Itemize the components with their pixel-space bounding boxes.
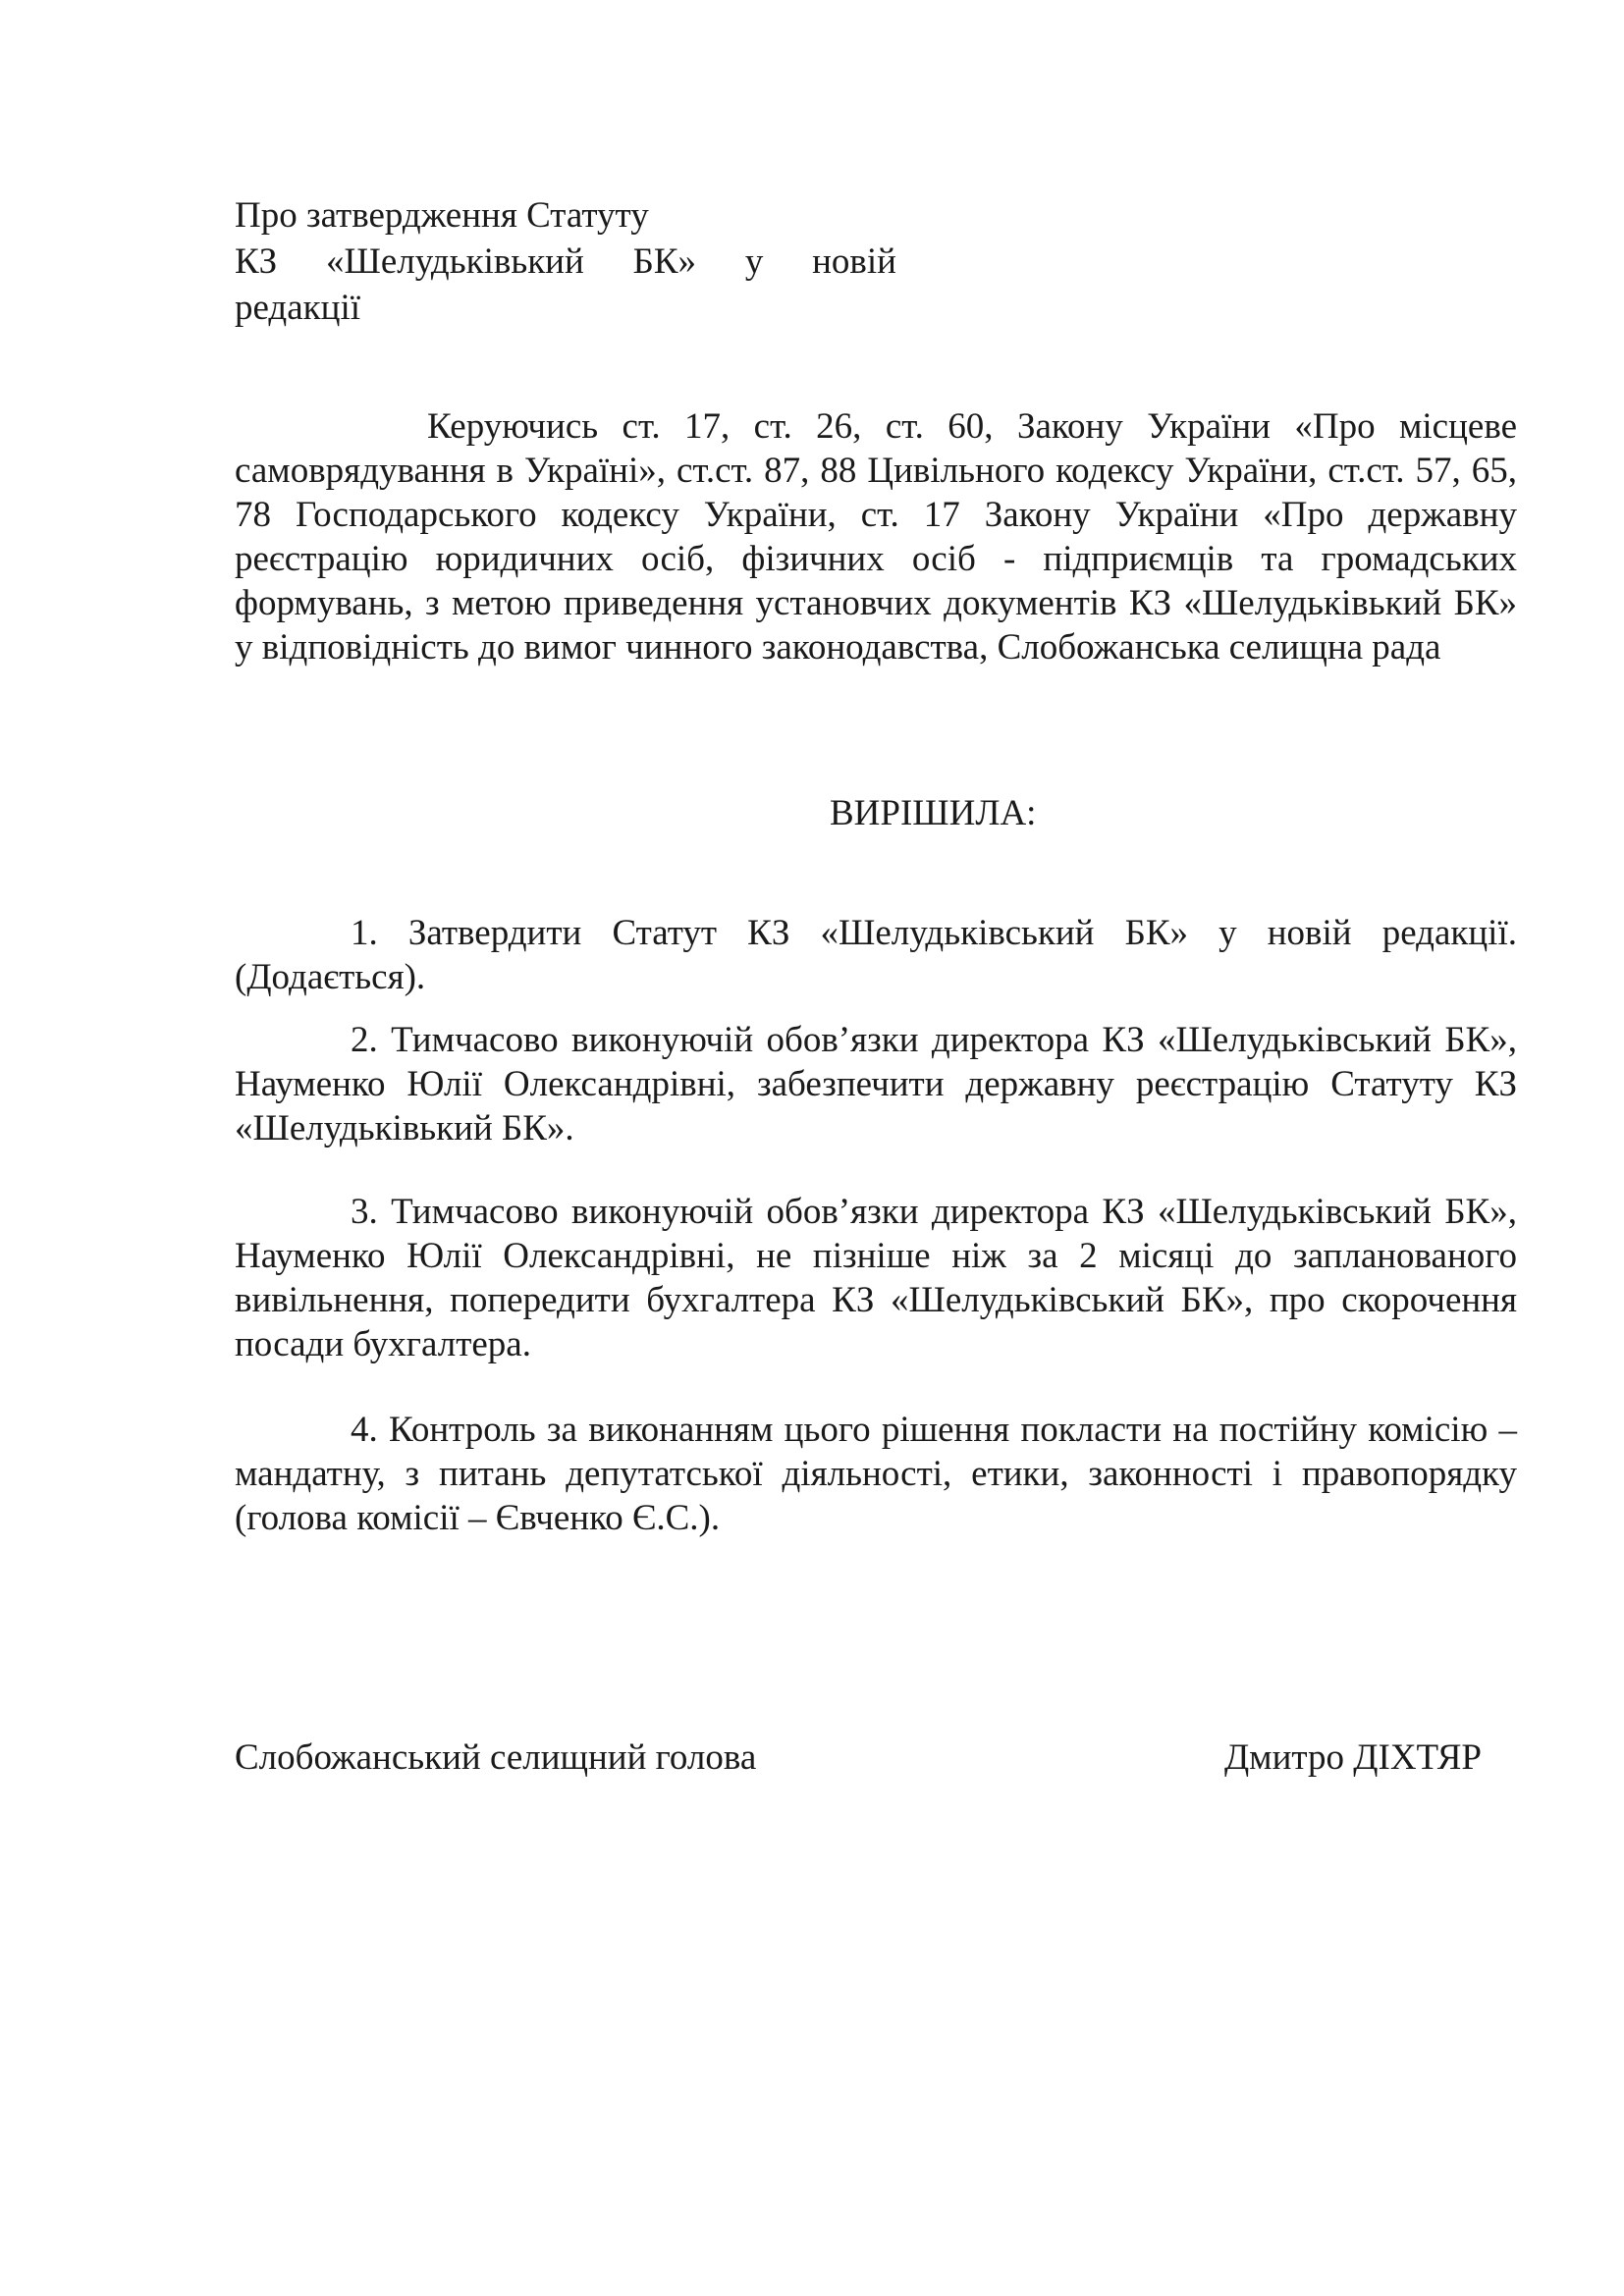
title-word: КЗ	[235, 241, 278, 282]
decision-item-2: 2. Тимчасово виконуючій обов’язки директора КЗ «Шелудьківський БК», Науменко Юлії Олександрівні, забезпечити державну реєстрацію Статуту КЗ «Шелудьківький БК».	[235, 1020, 1517, 1148]
decided-heading: ВИРІШИЛА:	[830, 793, 1037, 833]
title-word: у	[744, 241, 764, 282]
title-word: новій	[812, 241, 896, 282]
title-line-3: редакції	[235, 288, 361, 328]
signature-block	[235, 1735, 1482, 1780]
title-line-2	[235, 239, 896, 285]
decision-item-3: 3. Тимчасово виконуючій обов’язки директора КЗ «Шелудьківський БК», Науменко Юлії Олександрівні, не пізніше ніж за 2 місяці до запланованого вивільнення, попередити бухгалтера КЗ «Шелудьківський БК», про скорочення посади бухгалтера.	[235, 1192, 1517, 1364]
preamble-paragraph: Керуючись ст. 17, ст. 26, ст. 60, Закону України «Про місцеве самоврядування в Україні», ст.ст. 87, 88 Цивільного кодексу України, ст.ст. 57, 65, 78 Господарського кодексу України, ст. 17 Закону України «Про державну реєстрацію юридичних осіб, фізичних осіб - підприємців та громадських формувань, з метою приведення установчих документів КЗ «Шелудьківький БК» у відповідність до вимог чинного законодавства, Слобожанська селищна рада	[235, 406, 1517, 667]
signatory-position: Слобожанський селищний голова	[235, 1737, 757, 1778]
decision-item-4: 4. Контроль за виконанням цього рішення покласти на постійну комісію – мандатну, з питань депутатської діяльності, етики, законності і правопорядку (голова комісії – Євченко Є.С.).	[235, 1410, 1517, 1538]
decision-title	[235, 192, 896, 331]
signatory-name: Дмитро ДІХТЯР	[1223, 1737, 1482, 1778]
title-word: «Шелудьківький	[326, 241, 584, 282]
title-line-1: Про затвердження Статуту	[235, 195, 649, 236]
title-word: БК»	[632, 241, 697, 282]
decision-item-1: 1. Затвердити Статут КЗ «Шелудьківський БК» у новій редакції. (Додається).	[235, 913, 1517, 997]
